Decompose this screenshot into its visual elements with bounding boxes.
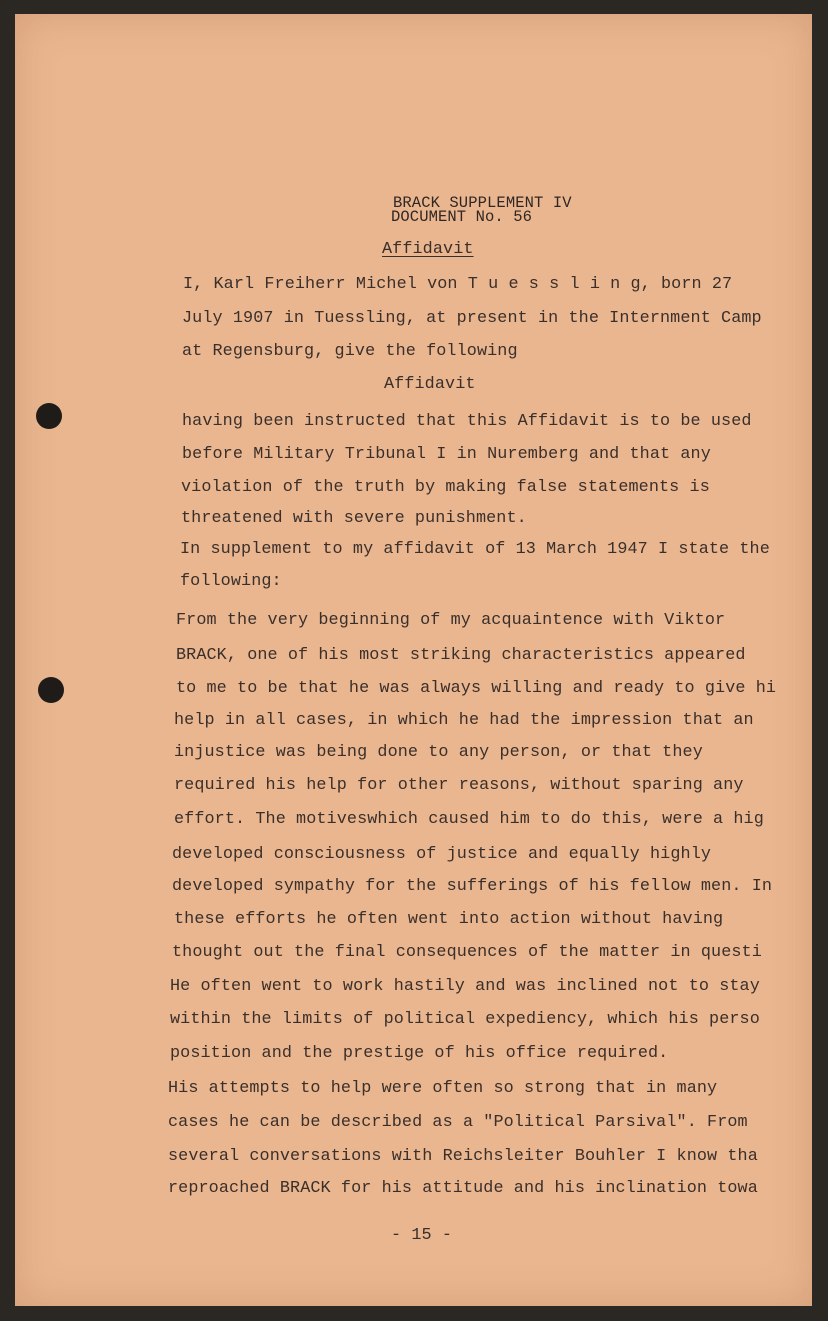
intro-line: at Regensburg, give the following (182, 342, 518, 361)
body-line: effort. The motiveswhich caused him to do this, were a hig (174, 810, 764, 829)
punch-hole (36, 403, 62, 429)
body-line: to me to be that he was always willing and ready to give hi (176, 679, 777, 698)
body-line: developed sympathy for the sufferings of his fellow men. In (172, 877, 773, 896)
body-line: violation of the truth by making false statements is (181, 478, 710, 497)
body-line: From the very beginning of my acquaintence with Viktor (176, 611, 726, 630)
body-line: reproached BRACK for his attitude and his inclination towa (168, 1179, 758, 1198)
body-line: having been instructed that this Affidavit is to be used (182, 412, 752, 431)
intro-line: I, Karl Freiherr Michel von T u e s s l i n g, born 27 (183, 275, 733, 294)
body-line: help in all cases, in which he had the impression that an (174, 711, 754, 730)
body-line: position and the prestige of his office required. (170, 1044, 669, 1063)
document-title: Affidavit (382, 240, 474, 259)
punch-hole (38, 677, 64, 703)
body-line: required his help for other reasons, without sparing any (174, 776, 744, 795)
body-line: injustice was being done to any person, or that they (174, 743, 703, 762)
body-line: BRACK, one of his most striking characteristics appeared (176, 646, 746, 665)
intro-line: July 1907 in Tuessling, at present in the Internment Camp (182, 309, 762, 328)
body-line: these efforts he often went into action without having (174, 910, 724, 929)
body-line: In supplement to my affidavit of 13 March 1947 I state the (180, 540, 770, 559)
affidavit-subtitle: Affidavit (384, 375, 476, 394)
body-line: developed consciousness of justice and equally highly (172, 845, 712, 864)
body-line: threatened with severe punishment. (181, 509, 527, 528)
body-line: following: (180, 572, 282, 591)
body-line: He often went to work hastily and was inclined not to stay (170, 977, 760, 996)
body-line: thought out the final consequences of the matter in questi (172, 943, 762, 962)
body-line: cases he can be described as a "Political Parsival". From (168, 1113, 748, 1132)
body-line: several conversations with Reichsleiter Bouhler I know tha (168, 1147, 758, 1166)
header-supplement: BRACK SUPPLEMENT IV (393, 194, 572, 212)
body-line: His attempts to help were often so strong that in many (168, 1079, 718, 1098)
page-number: - 15 - (391, 1226, 453, 1245)
body-line: before Military Tribunal I in Nuremberg and that any (182, 445, 711, 464)
header-document-number: DOCUMENT No. 56 (391, 208, 533, 226)
body-line: within the limits of political expediency, which his perso (170, 1010, 760, 1029)
